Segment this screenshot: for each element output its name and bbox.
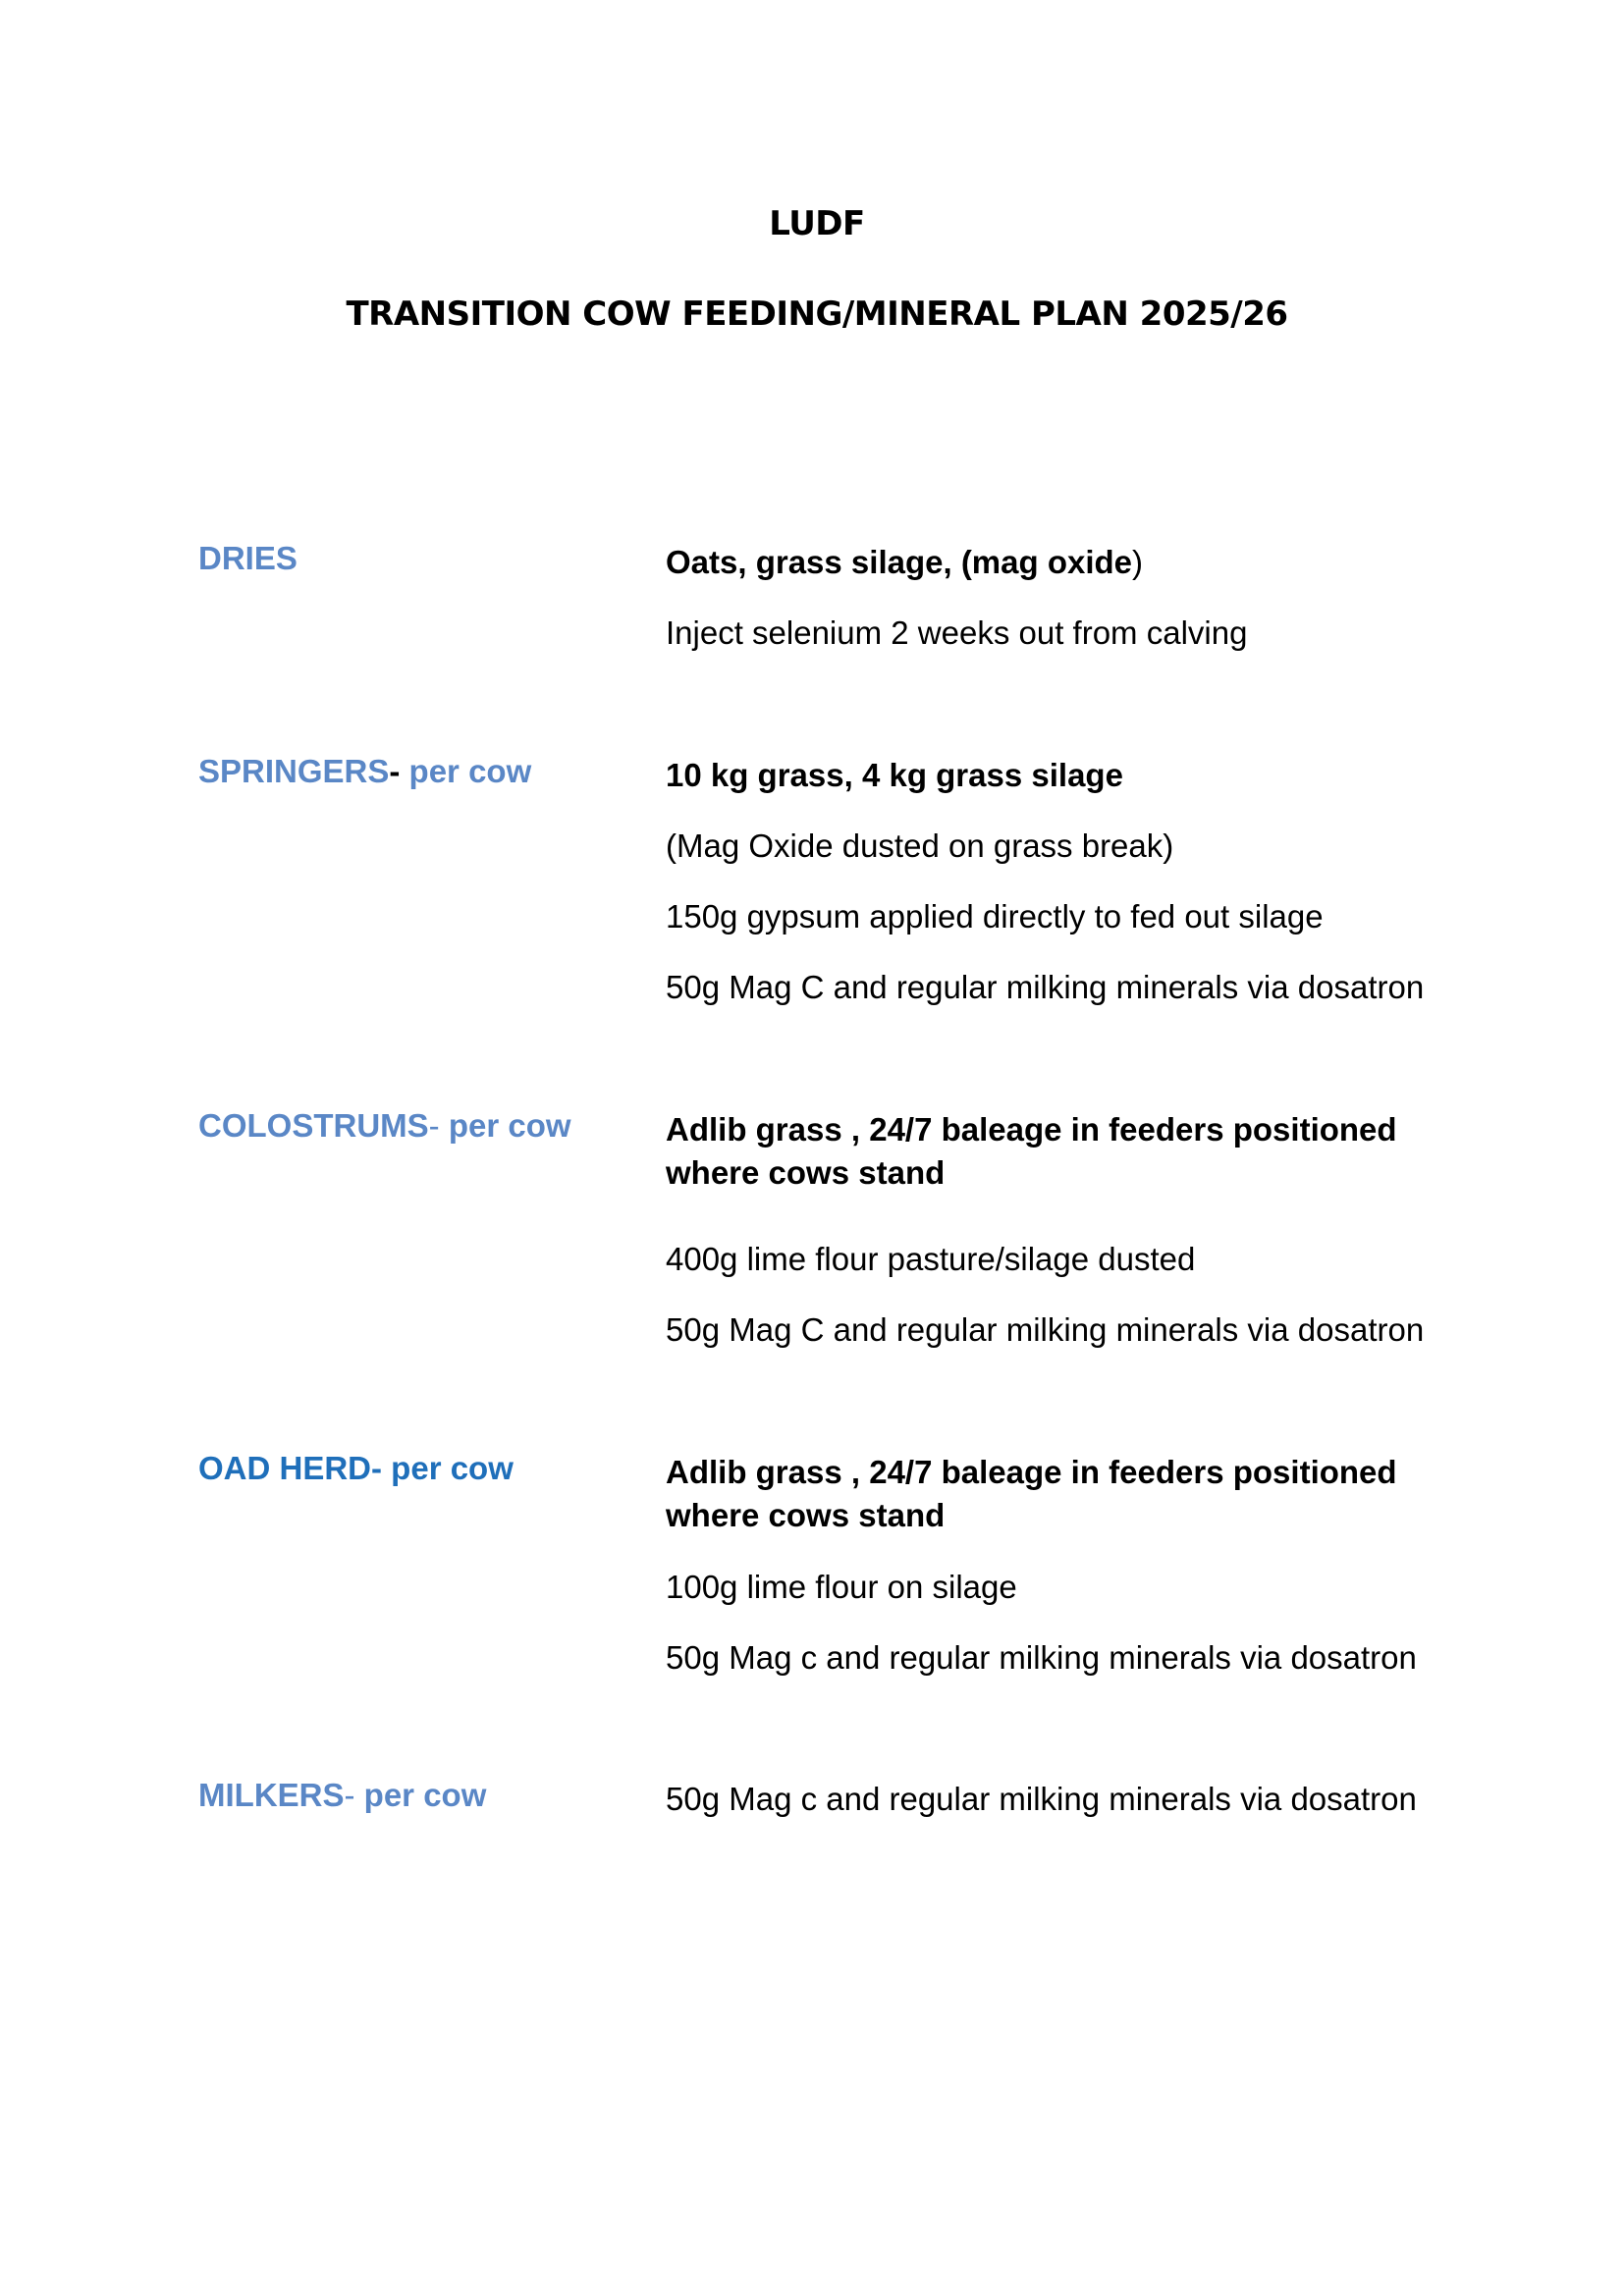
section-label-suffix: per cow bbox=[354, 1777, 487, 1813]
section-label-dash: - bbox=[344, 1777, 355, 1813]
section-label-dash: - bbox=[389, 753, 401, 789]
instruction-line: 50g Mag c and regular milking minerals via dosatron bbox=[666, 1639, 1417, 1676]
instruction-line: 150g gypsum applied directly to fed out silage bbox=[666, 898, 1324, 934]
instruction-line: Adlib grass , 24/7 baleage in feeders positioned bbox=[666, 1454, 1397, 1490]
instruction-line: where cows stand bbox=[666, 1154, 946, 1191]
section-label-dash: - bbox=[371, 1450, 383, 1486]
section-label-suffix: per cow bbox=[382, 1450, 514, 1486]
section-label-text: COLOSTRUMS bbox=[198, 1107, 429, 1144]
instruction-line: Inject selenium 2 weeks out from calving bbox=[666, 614, 1248, 651]
section-label-milkers bbox=[198, 1777, 486, 1814]
section-label-dries bbox=[198, 540, 298, 577]
document-plan-title: TRANSITION COW FEEDING/MINERAL PLAN 2025/26 bbox=[346, 294, 1288, 334]
section-label-oad-herd bbox=[198, 1450, 514, 1487]
instruction-text: Oats, grass silage, (mag oxide bbox=[666, 544, 1133, 580]
section-label-colostrums bbox=[198, 1107, 571, 1145]
section-label-text: MILKERS bbox=[198, 1777, 345, 1813]
instruction-line: 100g lime flour on silage bbox=[666, 1569, 1017, 1605]
document-org-title: LUDF bbox=[769, 204, 865, 243]
instruction-line: 50g Mag C and regular milking minerals via dosatron bbox=[666, 969, 1425, 1005]
instruction-line: (Mag Oxide dusted on grass break) bbox=[666, 828, 1174, 864]
instruction-line: 10 kg grass, 4 kg grass silage bbox=[666, 757, 1123, 793]
instruction-line: Adlib grass , 24/7 baleage in feeders positioned bbox=[666, 1111, 1397, 1148]
section-label-text: SPRINGERS bbox=[198, 753, 390, 789]
instruction-line: 400g lime flour pasture/silage dusted bbox=[666, 1241, 1196, 1277]
section-label-suffix: per cow bbox=[400, 753, 532, 789]
section-label-text: DRIES bbox=[198, 540, 298, 576]
instruction-line: 50g Mag c and regular milking minerals via dosatron bbox=[666, 1781, 1417, 1817]
instruction-line: where cows stand bbox=[666, 1497, 946, 1533]
section-label-suffix: per cow bbox=[439, 1107, 571, 1144]
instruction-line bbox=[666, 540, 1143, 584]
instruction-text-tail: ) bbox=[1132, 544, 1144, 580]
section-label-text: OAD HERD bbox=[198, 1450, 372, 1486]
section-label-springers bbox=[198, 753, 531, 790]
section-label-dash: - bbox=[428, 1107, 440, 1144]
instruction-line: 50g Mag C and regular milking minerals via dosatron bbox=[666, 1311, 1425, 1348]
